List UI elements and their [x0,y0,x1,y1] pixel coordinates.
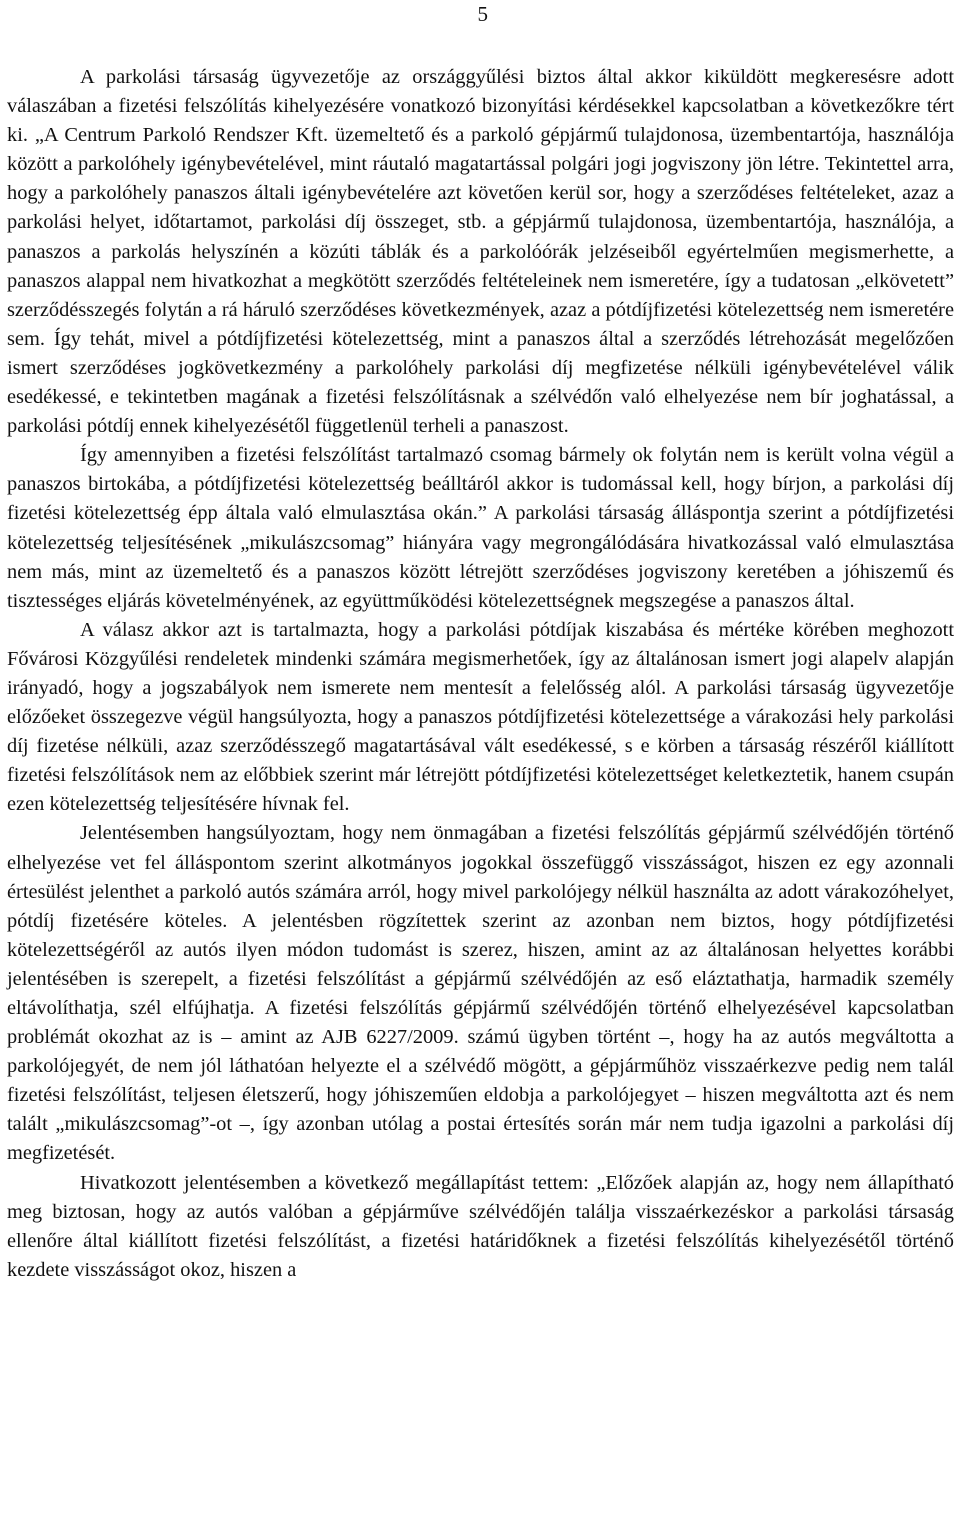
paragraph: A parkolási társaság ügyvezetője az országgyűlési biztos által akkor kiküldött megkeresésre adott válaszában a fizetési felszólítás kihelyezésére vonatkozó bizonyítási kérdésekkel kapcsolatban a következőkre tért ki. „A Centrum Parkoló Rendszer Kft. üzemeltető és a parkoló gépjármű tulajdonosa, üzembentartója, használója között a parkolóhely igénybevételével, mint ráutaló magatartással polgári jogi jogviszony jön létre. Tekintettel arra, hogy a parkolóhely panaszos általi igénybevételére azt követően kerül sor, hogy a szerződéses feltételeket, azaz a parkolási helyet, időtartamot, parkolási díj összeget, stb. a gépjármű tulajdonosa, üzembentartója, használója, a panaszos a parkolás helyszínén a közúti táblák és a parkolóórák jelzéseiből egyértelműen megismerhette, a panaszos alappal nem hivatkozhat a megkötött szerződés feltételeinek nem ismeretére, így a tudatosan „elkövetett” szerződésszegés folytán a rá háruló szerződéses következmények, azaz a pótdíjfizetési kötelezettség nem ismeretére sem. Így tehát, mivel a pótdíjfizetési kötelezettség, mint a panaszos által a szerződés létrehozását megelőzően ismert szerződéses jogkövetkezmény a parkolóhely parkolási díj megfizetése nélküli igénybevételével válik esedékessé, e tekintetben magának a fizetési felszólításnak a szélvédőn való elhelyezése nem bír joghatással, a parkolási pótdíj ennek kihelyezésétől függetlenül terheli a panaszost. [7,66,954,438]
page-number: 5 [477,2,488,26]
document-body [7,63,954,1285]
paragraph: Hivatkozott jelentésemben a következő megállapítást tettem: „Előzőek alapján az, hogy nem állapítható meg biztosan, hogy az autós valóban a gépjárműve szélvédőjén találja visszaérkezéskor a parkolási társaság ellenőre által kiállított fizetési felszólítást, a fizetési határidőknek a fizetési felszólítás kihelyezésétől történő kezdete visszásságot okoz, hiszen a [7,1171,954,1281]
paragraph: A válasz akkor azt is tartalmazta, hogy a parkolási pótdíjak kiszabása és mértéke körében meghozott Fővárosi Közgyűlési rendeletek mindenki számára megismerhetőek, így az általánosan ismert jogi alapelv alapján irányadó, hogy a jogszabályok nem ismerete nem mentesít a felelősség alól. A parkolási társaság ügyvezetője előzőeket összegezve végül hangsúlyozta, hogy a panaszos pótdíjfizetési kötelezettsége a várakozási hely parkolási díj fizetése nélküli, azaz szerződésszegő magatartásával vált esedékessé, s e körben a társaság részéről kiállított fizetési felszólítások nem az előbbiek szerint már létrejött pótdíjfizetési kötelezettséget keletkeztetik, hanem csupán ezen kötelezettség teljesítésére hívnak fel. [7,618,954,816]
paragraph: Jelentésemben hangsúlyoztam, hogy nem önmagában a fizetési felszólítás gépjármű szélvédőjén történő elhelyezése vet fel álláspontom szerint alkotmányos jogokkal összefüggő visszásságot, hiszen ez egy azonnali értesülést jelenthet a parkoló autós számára arról, hogy mivel parkolójegy nélkül használta az adott várakozóhelyet, pótdíj fizetésére köteles. A jelentésben rögzítettek szerint az azonban nem biztos, hogy pótdíjfizetési kötelezettségéről az autós ilyen módon tudomást is szerez, hiszen, amint az az általánosan helyettes korábbi jelentésében is szerepelt, a fizetési felszólítást a gépjármű szélvédőjén az eső eláztathatja, harmadik személy eltávolíthatja, szél elfújhatja. A fizetési felszólítás gépjármű szélvédőjén történő elhelyezésével kapcsolatban problémát okozhat az is – amint az AJB 6227/2009. számú ügyben történt –, hogy ha az autós megváltotta a parkolójegyét, de nem jól láthatóan helyezte el a szélvédő mögött, a gépjárműhöz visszaérkezve pedig nem talál fizetési felszólítást, teljesen életszerű, hogy jóhiszeműen eldobja a parkolójegyet – hiszen megváltotta azt és nem talált „mikulászcsomag”-ot –, így azonban utólag a postai értesítés során már nem tudja igazolni a parkolási díj megfizetését. [7,822,954,1165]
paragraph: Így amennyiben a fizetési felszólítást tartalmazó csomag bármely ok folytán nem is került volna végül a panaszos birtokába, a pótdíjfizetési kötelezettség beálltáról akkor is tudomással kell, hogy bírjon, a parkolási díj fizetési kötelezettség épp általa való elmulasztása okán.” A parkolási társaság álláspontja szerint a pótdíjfizetési kötelezettség teljesítésének „mikulászcsomag” hiányára vagy megrongálódására hivatkozással való elmulasztása nem más, mint az üzemeltető és a panaszos között létrejött szerződéses jogviszony keretében a jóhiszemű és tisztességes eljárás követelményének, az együttműködési kötelezettségnek megszegése a panaszos által. [7,444,954,612]
